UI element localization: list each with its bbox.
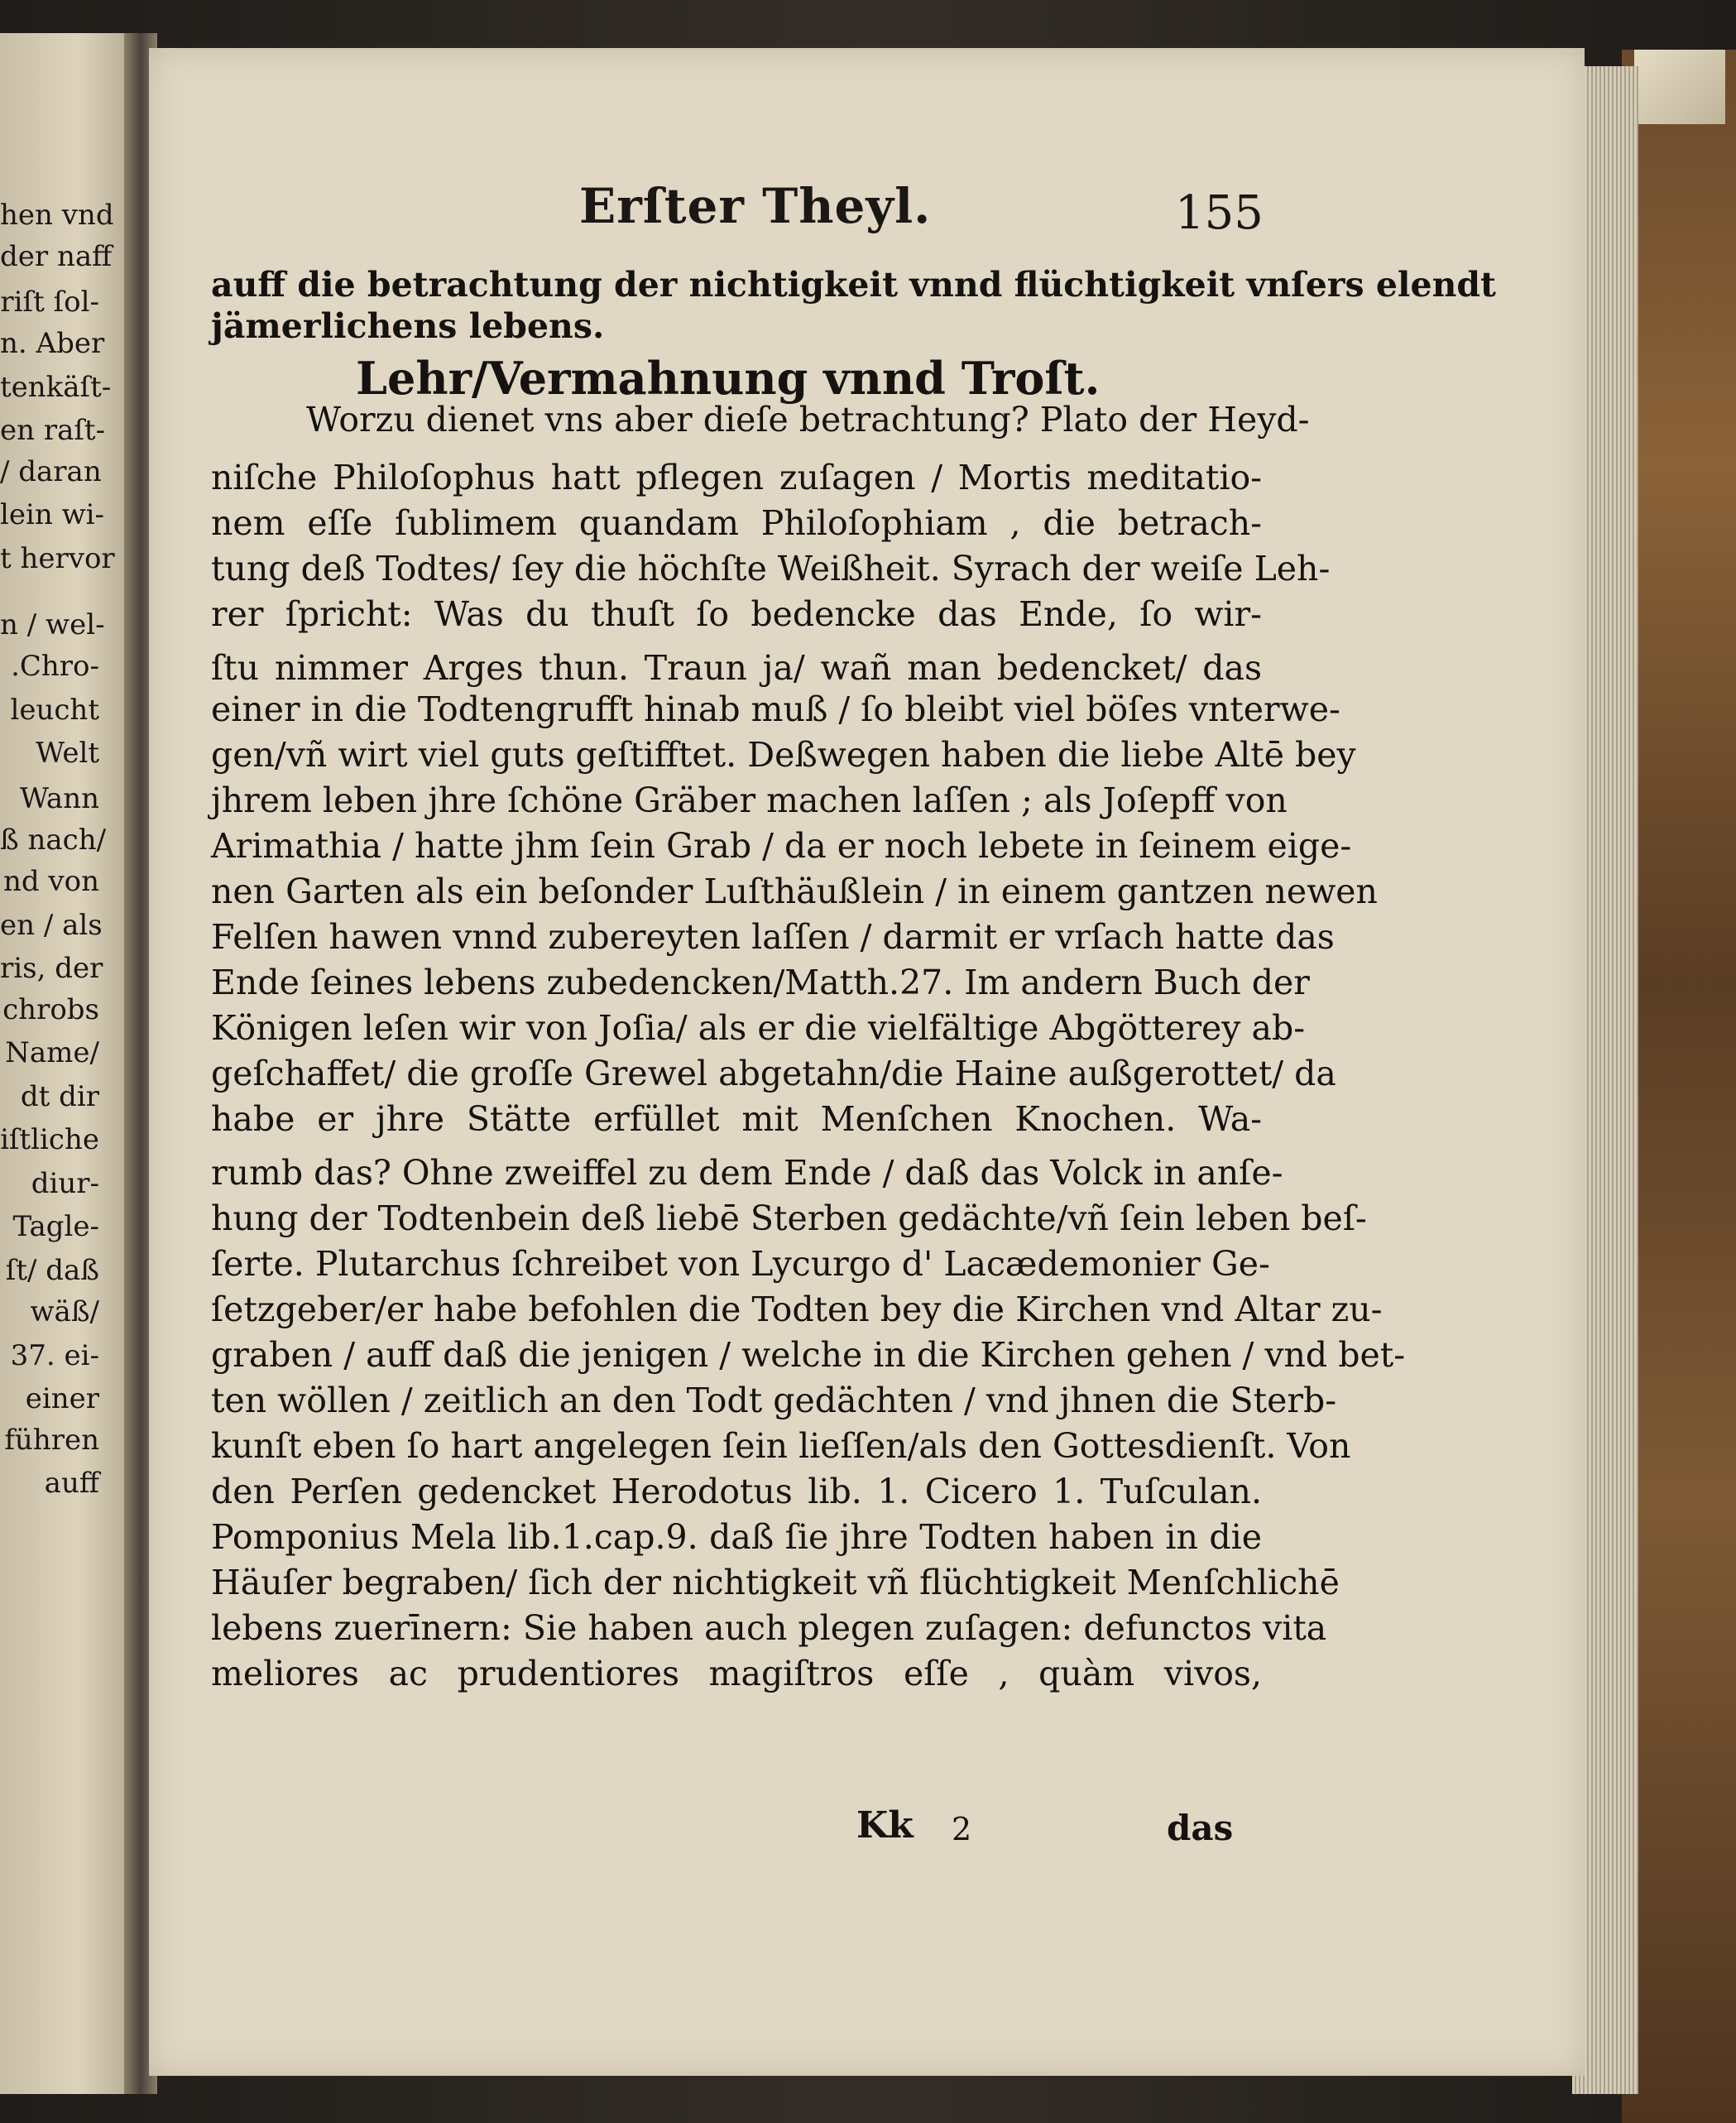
facing-page-fragment: / daran xyxy=(0,455,102,488)
text-line: meliores ac prudentiores magiſtros eſſe , quàm vivos, xyxy=(211,1654,1262,1693)
text-line: nen Garten als ein beſonder Luſthäußlein / in einem gantzen newen xyxy=(211,872,1378,911)
text-line: habe er jhre Stätte erfüllet mit Menſchen Knochen. Wa- xyxy=(211,1099,1262,1139)
facing-page-fragment: führen xyxy=(4,1424,99,1457)
text-line: Worzu dienet vns aber dieſe betrachtung? Plato der Heyd- xyxy=(306,400,1310,439)
facing-page-fragment: einer xyxy=(25,1382,99,1415)
facing-page-fragment: ris, der xyxy=(0,952,103,985)
facing-page-fragment: n. Aber xyxy=(0,327,105,360)
facing-page-fragment: iſtliche xyxy=(0,1123,99,1156)
facing-page-fragment: lein wi- xyxy=(0,498,105,531)
facing-page-fragment: riſt ſol- xyxy=(0,286,99,319)
text-line: ſtu nimmer Arges thun. Traun ja/ wañ man bedencket/ das xyxy=(211,648,1262,688)
facing-page-fragment: tenkäſt- xyxy=(0,371,112,404)
facing-page-fragment: en / als xyxy=(0,909,103,942)
text-line: hung der Todtenbein deß liebē Sterben gedächte/vñ ſein leben beſ- xyxy=(211,1198,1367,1238)
facing-page-fragment: chrobs xyxy=(2,993,99,1026)
facing-page-fragment: hen vnd xyxy=(0,199,114,232)
facing-page-fragment: en raſt- xyxy=(0,414,106,447)
signature-number: 2 xyxy=(952,1811,972,1847)
signature-mark: Kk xyxy=(856,1804,914,1847)
text-line: ſerte. Plutarchus ſchreibet von Lycurgo d' Lacædemonier Ge- xyxy=(211,1244,1270,1284)
text-line: rer ſpricht: Was du thuſt ſo bedencke das Ende, ſo wir- xyxy=(211,594,1262,634)
text-line: jämerlichens lebens. xyxy=(211,306,605,346)
text-line: Ende ſeines lebens zubedencken/Matth.27. Im andern Buch der xyxy=(211,963,1310,1002)
text-line: einer in die Todtengrufft hinab muß / ſo bleibt viel böſes vnterwe- xyxy=(211,689,1340,729)
text-line: auff die betrachtung der nichtigkeit vnnd flüchtigkeit vnſers elendt xyxy=(211,265,1496,305)
facing-page-fragment: ſt/ daß xyxy=(5,1254,99,1287)
page-number: 155 xyxy=(1175,186,1264,240)
text-line: ſetzgeber/er habe befohlen die Todten bey die Kirchen vnd Altar zu- xyxy=(211,1290,1383,1329)
facing-page-fragment: wäß/ xyxy=(30,1295,99,1328)
facing-page-fragment: ß nach/ xyxy=(0,824,107,857)
text-line: tung deß Todtes/ ſey die höchſte Weißheit. Syrach der weiſe Leh- xyxy=(211,549,1331,588)
facing-page-fragment: 37. ei- xyxy=(10,1339,99,1372)
cover-corner-vellum xyxy=(1634,50,1725,124)
facing-page-fragment: Tagle- xyxy=(12,1210,99,1243)
text-line: niſche Philoſophus hatt pflegen zuſagen / Mortis meditatio- xyxy=(211,458,1262,497)
facing-page-fragment: leucht xyxy=(10,694,99,727)
facing-page-fragment: auff xyxy=(44,1467,99,1500)
catchword: das xyxy=(1167,1808,1234,1848)
facing-page-fragment: n / wel- xyxy=(0,608,105,641)
text-line: nem eſſe ſublimem quandam Philoſophiam , die betrach- xyxy=(211,503,1262,543)
text-line: Häuſer begraben/ ſich der nichtigkeit vñ flüchtigkeit Menſchlichē xyxy=(211,1563,1340,1602)
text-line: Felſen hawen vnnd zubereyten laſſen / darmit er vrſach hatte das xyxy=(211,917,1335,957)
text-line: Arimathia / hatte jhm ſein Grab / da er noch lebete in ſeinem eige- xyxy=(211,826,1352,866)
facing-page-fragment: Wann xyxy=(19,782,99,815)
section-heading: Lehr/Vermahnung vnnd Troſt. xyxy=(356,352,1101,405)
text-line: Königen leſen wir von Joſia/ als er die vielfältige Abgötterey ab- xyxy=(211,1008,1306,1048)
running-head: Erſter Theyl. xyxy=(579,178,932,234)
text-line: gen/vñ wirt viel guts geſtifftet. Deßwegen haben die liebe Altē bey xyxy=(211,735,1356,775)
text-line: den Perſen gedencket Herodotus lib. 1. Cicero 1. Tuſculan. xyxy=(211,1472,1262,1511)
text-line: rumb das? Ohne zweiffel zu dem Ende / daß das Volck in anſe- xyxy=(211,1153,1283,1193)
text-line: Pomponius Mela lib.1.cap.9. daß ſie jhre Todten haben in die xyxy=(211,1517,1262,1557)
text-line: lebens zuerīnern: Sie haben auch plegen zuſagen: defunctos vita xyxy=(211,1608,1327,1648)
text-line: ten wöllen / zeitlich an den Todt gedächten / vnd jhnen die Sterb- xyxy=(211,1381,1337,1420)
book-cover-board xyxy=(1622,50,1736,2123)
text-line: graben / auff daß die jenigen / welche in die Kirchen gehen / vnd bet- xyxy=(211,1335,1406,1375)
facing-page-fragment: dt dir xyxy=(20,1080,99,1113)
facing-page-fragment: .Chro- xyxy=(11,650,99,683)
facing-page-fragment: Welt xyxy=(36,737,99,770)
text-line: jhrem leben jhre ſchöne Gräber machen laſſen ; als Joſepff von xyxy=(211,781,1288,820)
text-line: geſchaffet/ die groſſe Grewel abgetahn/die Haine außgerottet/ da xyxy=(211,1054,1336,1093)
text-line: kunſt eben ſo hart angelegen ſein lieſſen/als den Gottesdienſt. Von xyxy=(211,1426,1351,1466)
facing-page-fragment: Name/ xyxy=(5,1036,99,1069)
facing-page-fragment: t hervor xyxy=(0,542,115,575)
facing-page-fragment: der naff xyxy=(0,240,113,273)
facing-page-fragment: nd von xyxy=(2,865,99,898)
facing-page-fragment: diur- xyxy=(31,1167,99,1200)
